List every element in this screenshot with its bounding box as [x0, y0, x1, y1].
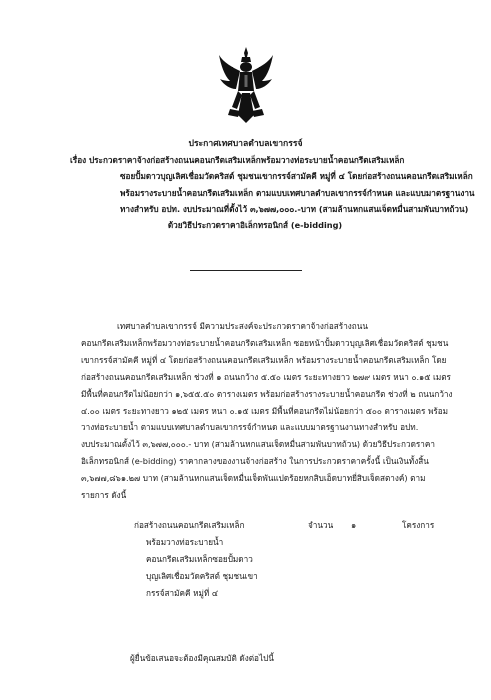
subject-block: [70, 152, 475, 233]
project-name-line: ก่อสร้างถนนคอนกรีตเสริมเหล็ก: [134, 520, 245, 530]
subject-line: พร้อมรางระบายน้ำคอนกรีตเสริมเหล็ก ตามแบบเทศบาลตำบลเขากรรจ์กำหนด และแบบมาตรฐานงาน: [120, 187, 475, 198]
quantity-value: ๑: [351, 520, 357, 530]
quantity-label: จำนวน: [308, 520, 334, 530]
project-name: [134, 517, 264, 602]
body-line: คอนกรีตเสริมเหล็กพร้อมวางท่อระบายน้ำคอนกรีตเสริมเหล็ก ซอยหน้าปั้มดาวบุญเลิศเชื่อมวัดคริสต์ ชุมชน: [81, 337, 449, 348]
body-line: ๔.๐๐ เมตร ระยะทางยาว ๑๒๕ เมตร หนา ๐.๑๕ เมตร มีพื้นที่คอนกรีตไม่น้อยกว่า ๕๐๐ ตารางเมตร พร้อม: [81, 405, 449, 416]
body-line: เขากรรจ์สามัคคี หมู่ที่ ๔ โดยก่อสร้างถนนคอนกรีตเสริมเหล็ก พร้อมรางระบายน้ำคอนกรีตเสริมเหล็ก โดย: [81, 354, 447, 365]
section-divider: [190, 270, 302, 271]
body-line: มีพื้นที่คอนกรีตไม่น้อยกว่า ๑,๖๕๕.๕๐ ตารางเมตร พร้อมก่อสร้างรางระบายน้ำคอนกรีต ช่วงที่ ๒ ถนนกว้าง: [81, 388, 453, 399]
garuda-emblem-icon: [218, 45, 274, 125]
body-line: เทศบาลตำบลเขากรรจ์ มีความประสงค์จะประกวดราคาจ้างก่อสร้างถนน: [117, 321, 368, 331]
page-title: ประกาศเทศบาลตำบลเขากรรจ์: [188, 139, 303, 149]
subject-line: ทางสำหรับ อปท. งบประมาณที่ตั้งไว้ ๓,๖๗๗,๐๐๐.-บาท (สามล้านหกแสนเจ็ดหมื่นสามพันบาทถ้วน): [120, 203, 469, 214]
subject-line: เรื่อง ประกวดราคาจ้างก่อสร้างถนนคอนกรีตเสริมเหล็กพร้อมวางท่อระบายน้ำคอนกรีตเสริมเหล็ก: [70, 155, 405, 165]
project-name-line: คอนกรีตเสริมเหล็กซอยปั้มดาว: [146, 553, 253, 564]
quantity-unit: โครงการ: [402, 520, 435, 530]
project-name-line: บุญเลิศเชื่อมวัดคริสต์ ชุมชนเขา: [146, 570, 258, 581]
body-line: รายการ ดังนี้: [81, 490, 127, 501]
body-line: ก่อสร้างถนนคอนกรีตเสริมเหล็ก ช่วงที่ ๑ ถนนกว้าง ๕.๕๐ เมตร ระยะทางยาว ๒๗๙ เมตร หนา ๐.๑๕ เมตร: [81, 371, 451, 382]
subject-line: ซอยปั้มดาวบุญเลิศเชื่อมวัดคริสต์ ชุมชนเขากรรจ์สามัคคี หมู่ที่ ๔ โดยก่อสร้างถนนคอนกรีตเสริมเหล็ก: [120, 171, 473, 182]
subject-line: ด้วยวิธีประกวดราคาอิเล็กทรอนิกส์ (e-bidding): [167, 220, 343, 231]
project-name-line: กรรจ์สามัคคี หมู่ที่ ๔: [146, 587, 219, 598]
body-line: งบประมาณตั้งไว้ ๓,๖๗๗,๐๐๐.- บาท (สามล้านหกแสนเจ็ดหมื่นสามพันบาทถ้วน) ด้วยวิธีประกวดราคา: [81, 439, 435, 450]
body-line: วางท่อระบายน้ำ ตามแบบเทศบาลตำบลเขากรรจ์กำหนด และแบบมาตรฐานงานทางสำหรับ อปท.: [81, 422, 419, 433]
body-line: อิเล็กทรอนิกส์ (e-bidding) ราคากลางของงานจ้างก่อสร้าง ในการประกวดราคาครั้งนี้ เป็นเงินทั้งสิ้น: [81, 456, 429, 467]
qualification-heading: ผู้ยื่นข้อเสนอจะต้องมีคุณสมบัติ ดังต่อไปนี้: [130, 653, 274, 663]
project-name-line: พร้อมวางท่อระบายน้ำ: [146, 536, 224, 547]
body-paragraph: [81, 318, 461, 504]
body-line: ๓,๖๗๗,๘๖๑.๒๗ บาท (สามล้านหกแสนเจ็ดหมื่นเจ็ดพันแปดร้อยหกสิบเอ็ดบาทยี่สิบเจ็ดสตางค์) ตาม: [81, 473, 426, 484]
